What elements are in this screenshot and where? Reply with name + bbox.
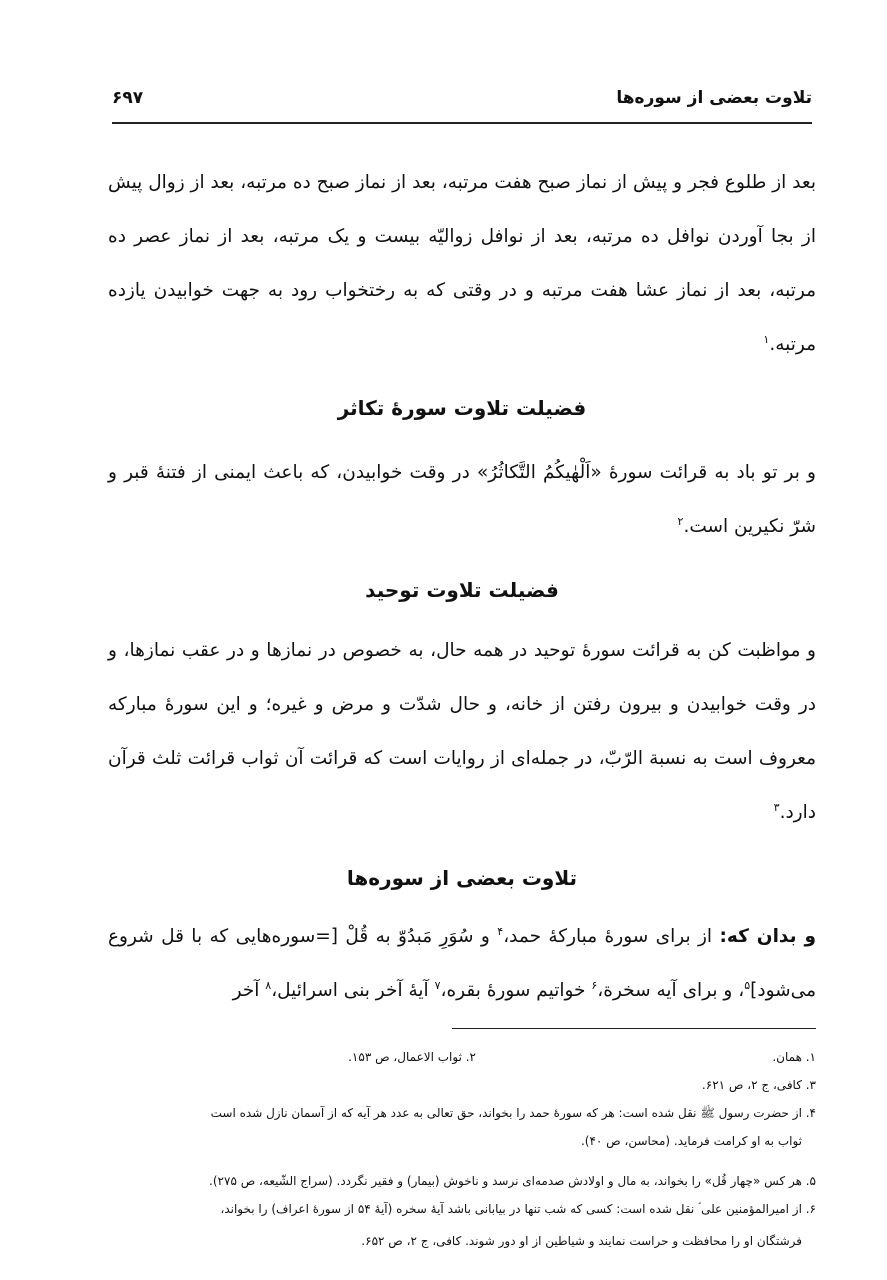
section-heading-surahs: تلاوت بعضی از سوره‌ها <box>346 866 578 890</box>
footnote-6-line-2: فرشتگان او را محافظت و حراست نمایند و شیاطین از او دور شوند. کافی، ج ۲، ص ۶۵۲. <box>361 1234 802 1248</box>
footnote-4-line-2: ثواب به او کرامت فرماید. (محاسن، ص ۴۰). <box>580 1134 802 1148</box>
paragraph-4-lead: و بدان که: <box>719 926 817 947</box>
section-heading-takathur: فضیلت تلاوت سورهٔ تکاثر <box>337 396 587 420</box>
footnote-ref-1: ۱ <box>763 332 770 346</box>
footnote-ref-6: ۶ <box>591 978 598 992</box>
footnote-row-1 <box>100 1044 816 1070</box>
footnote-ref-5: ۵ <box>744 978 751 992</box>
paragraph-3 <box>108 624 816 840</box>
paragraph-4-part-d: خواتیم سورهٔ بقره، <box>440 980 592 1001</box>
paragraph-3-text: و مواظبت کن به قرائت سورهٔ توحید در همه حال، به خصوص در نمازها و در عقب نمازها، و در وقت خوابیدن و بیرون رفتن از خانه، و حال شدّت و مرض و غیره؛ و این سورهٔ مبارکه معروف است به نسبة الرّبّ، در جمله‌ای از روایات است که قرائت آن ثواب قرائت ثلث قرآن دارد. <box>108 640 816 823</box>
page-number: ۶۹۷ <box>112 88 144 108</box>
footnote-ref-4: ۴ <box>497 924 504 938</box>
footnote-ref-2: ۲ <box>677 514 684 528</box>
footnote-1: ۱. همان. <box>772 1050 816 1064</box>
paragraph-2 <box>108 446 816 554</box>
paragraph-4-part-c: ، و برای آیه سخرة، <box>597 980 745 1001</box>
footnote-ref-3: ۳ <box>773 800 780 814</box>
paragraph-1-text: بعد از طلوع فجر و پیش از نماز صبح هفت مرتبه، بعد از نماز صبح ده مرتبه، بعد از زوال پیش از بجا آوردن نوافل ده مرتبه، بعد از نوافل زوالیّه بیست و یک مرتبه، بعد از نماز عصر ده مرتبه، بعد از نماز عشا هفت مرتبه و در وقتی که به رختخواب رود به جهت خوابیدن یازده مرتبه. <box>108 172 816 355</box>
paragraph-4 <box>108 910 816 1018</box>
page-header <box>112 78 812 124</box>
footnote-5: ۵. هر کس «چهار قُل» را بخواند، به مال و اولادش صدمه‌ای نرسد و ناخوش (بیمار) و فقیر نگردد. (سراج الشّیعه، ص ۲۷۵). <box>209 1174 816 1188</box>
footnote-divider <box>452 1028 816 1029</box>
section-heading-tawhid: فضیلت تلاوت توحید <box>365 578 559 602</box>
paragraph-4-part-f: آخر <box>232 980 266 1001</box>
footnote-4-line-1: ۴. از حضرت رسول ﷺ نقل شده است: هر که سورهٔ حمد را بخواند، حق تعالی به عدد هر آیه که از آسمان نازل شده است <box>210 1106 816 1120</box>
paragraph-1 <box>108 156 816 372</box>
paragraph-4-part-a: از برای سورهٔ مبارکهٔ حمد، <box>503 926 720 947</box>
paragraph-4-part-b: و سُوَرِ مَبدُوّ به قُلْ [=سوره‌هایی که با قل شروع می‌شود] <box>108 926 816 1001</box>
footnote-ref-8: ۸ <box>265 978 272 992</box>
footnote-2: ۲. ثواب الاعمال، ص ۱۵۳. <box>348 1050 476 1064</box>
footnote-ref-7: ۷ <box>434 978 441 992</box>
paragraph-2-text: و بر تو باد به قرائت سورهٔ «اَلْهٰیکُمُ التَّکاثُرُ» در وقت خوابیدن، که باعث ایمنی از فتنهٔ قبر و شرّ نکیرین است. <box>108 462 816 537</box>
footnote-3: ۳. کافی، ج ۲، ص ۶۲۱. <box>701 1078 816 1092</box>
paragraph-4-part-e: آیهٔ آخر بنی اسرائیل، <box>271 980 435 1001</box>
running-title: تلاوت بعضی از سوره‌ها <box>616 88 812 108</box>
footnote-6-line-1: ۶. از امیرالمؤمنین علی ؑ نقل شده است: کسی که شب تنها در بیابانی باشد آیهٔ سخره (آیهٔ ۵۴ از سورهٔ اعراف) را بخواند، <box>220 1202 816 1216</box>
